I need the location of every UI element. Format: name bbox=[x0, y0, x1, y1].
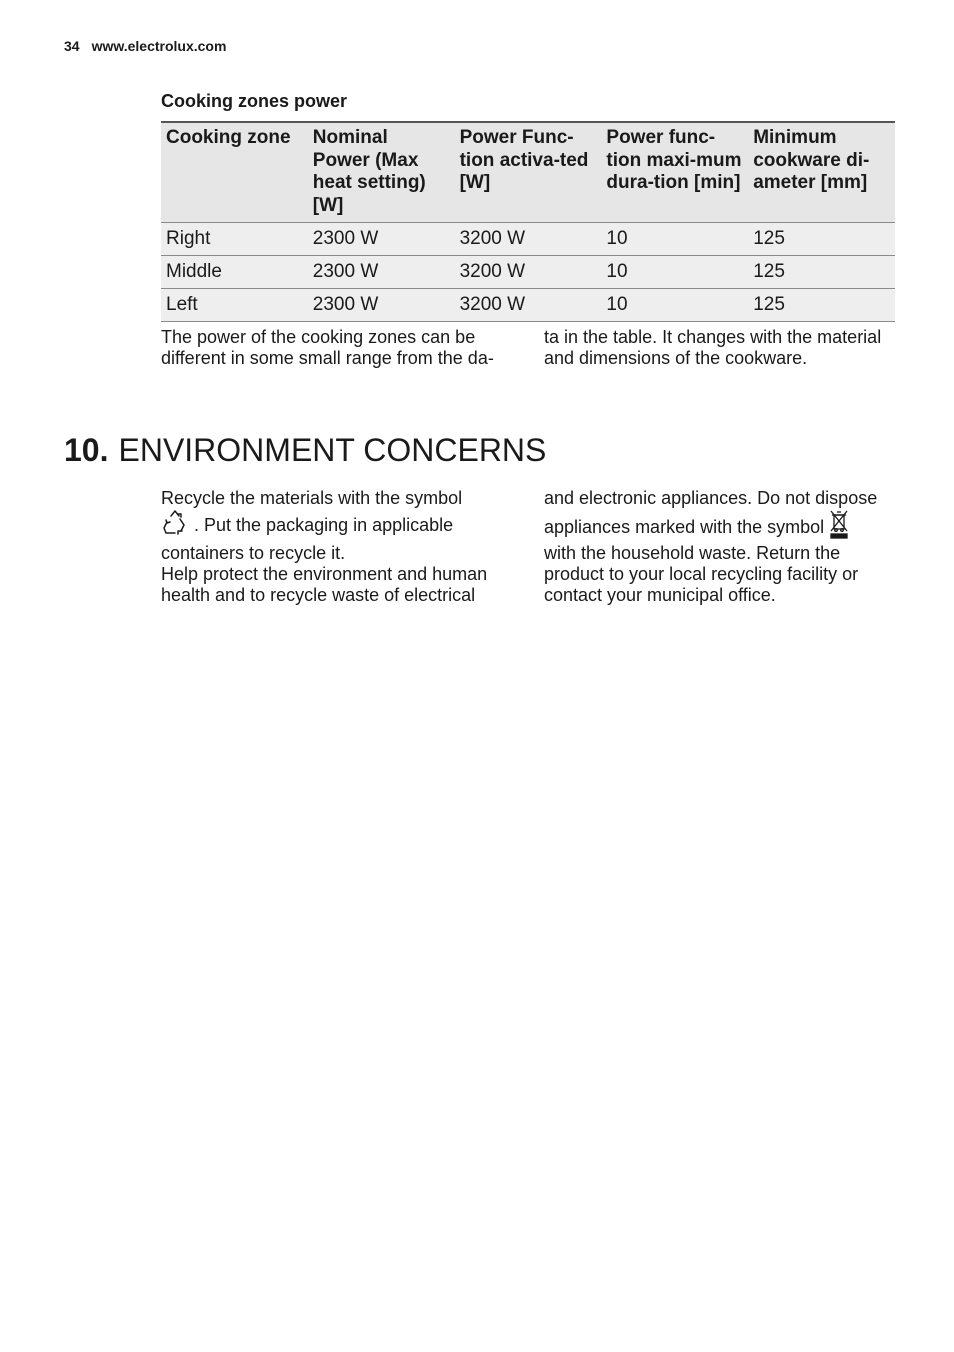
weee-sentence-start: and electronic appliances. Do not dispose bbox=[544, 488, 878, 508]
weee-symbol-line bbox=[544, 509, 904, 543]
column-header: Power func-tion maxi-mum dura-tion [min] bbox=[601, 122, 748, 223]
recycle-sentence-start: Recycle the materials with the symbol bbox=[161, 488, 463, 508]
recycle-sentence-end: containers to recycle it. bbox=[161, 543, 346, 563]
recycle-symbol-line bbox=[161, 509, 521, 543]
page-header bbox=[64, 38, 226, 54]
column-header: Power Func-tion activa-ted [W] bbox=[455, 122, 602, 223]
table-cell: 125 bbox=[748, 289, 895, 322]
table-cell: 3200 W bbox=[455, 256, 602, 289]
table-cell: 10 bbox=[601, 223, 748, 256]
table-row bbox=[161, 289, 895, 322]
table-note-left: The power of the cooking zones can be different in some small range from the da- bbox=[161, 327, 494, 368]
table-cell: 2300 W bbox=[308, 289, 455, 322]
table-cell: 2300 W bbox=[308, 223, 455, 256]
chapter-number: 10. bbox=[64, 432, 109, 468]
subsection-title: Cooking zones power bbox=[161, 91, 348, 111]
environment-text-right bbox=[544, 488, 904, 606]
environment-text-left bbox=[161, 488, 521, 606]
table-cell: 3200 W bbox=[455, 289, 602, 322]
table-cell: 10 bbox=[601, 289, 748, 322]
table-cell: 10 bbox=[601, 256, 748, 289]
table-note-right: ta in the table. It changes with the material and dimensions of the cookware. bbox=[544, 327, 882, 368]
table-cell: 125 bbox=[748, 256, 895, 289]
chapter-title: ENVIRONMENT CONCERNS bbox=[118, 432, 547, 468]
table-cell: Right bbox=[161, 223, 308, 256]
table-cell: 125 bbox=[748, 223, 895, 256]
table-row bbox=[161, 256, 895, 289]
column-header: Cooking zone bbox=[161, 122, 308, 223]
protect-environment-text: Help protect the environment and human health and to recycle waste of electrical bbox=[161, 564, 488, 605]
column-header: Nominal Power (Max heat setting) [W] bbox=[308, 122, 455, 223]
cooking-zones-table bbox=[161, 121, 895, 322]
table-cell: 2300 W bbox=[308, 256, 455, 289]
recycle-sentence-cont: . Put the packaging in applicable bbox=[194, 515, 454, 535]
table-cell: Middle bbox=[161, 256, 308, 289]
column-header: Minimum cookware di-ameter [mm] bbox=[748, 122, 895, 223]
recycle-icon bbox=[161, 509, 189, 547]
table-cell: 3200 W bbox=[455, 223, 602, 256]
page-number: 34 bbox=[64, 38, 80, 54]
table-cell: Left bbox=[161, 289, 308, 322]
site-url: www.electrolux.com bbox=[91, 38, 227, 54]
chapter-heading bbox=[64, 430, 546, 470]
table-row bbox=[161, 223, 895, 256]
weee-sentence-cont: appliances marked with the symbol bbox=[544, 517, 825, 537]
table-header-row bbox=[161, 122, 895, 223]
weee-sentence-end: with the household waste. Return the product to your local recycling facility or contact your municipal office. bbox=[544, 543, 859, 605]
